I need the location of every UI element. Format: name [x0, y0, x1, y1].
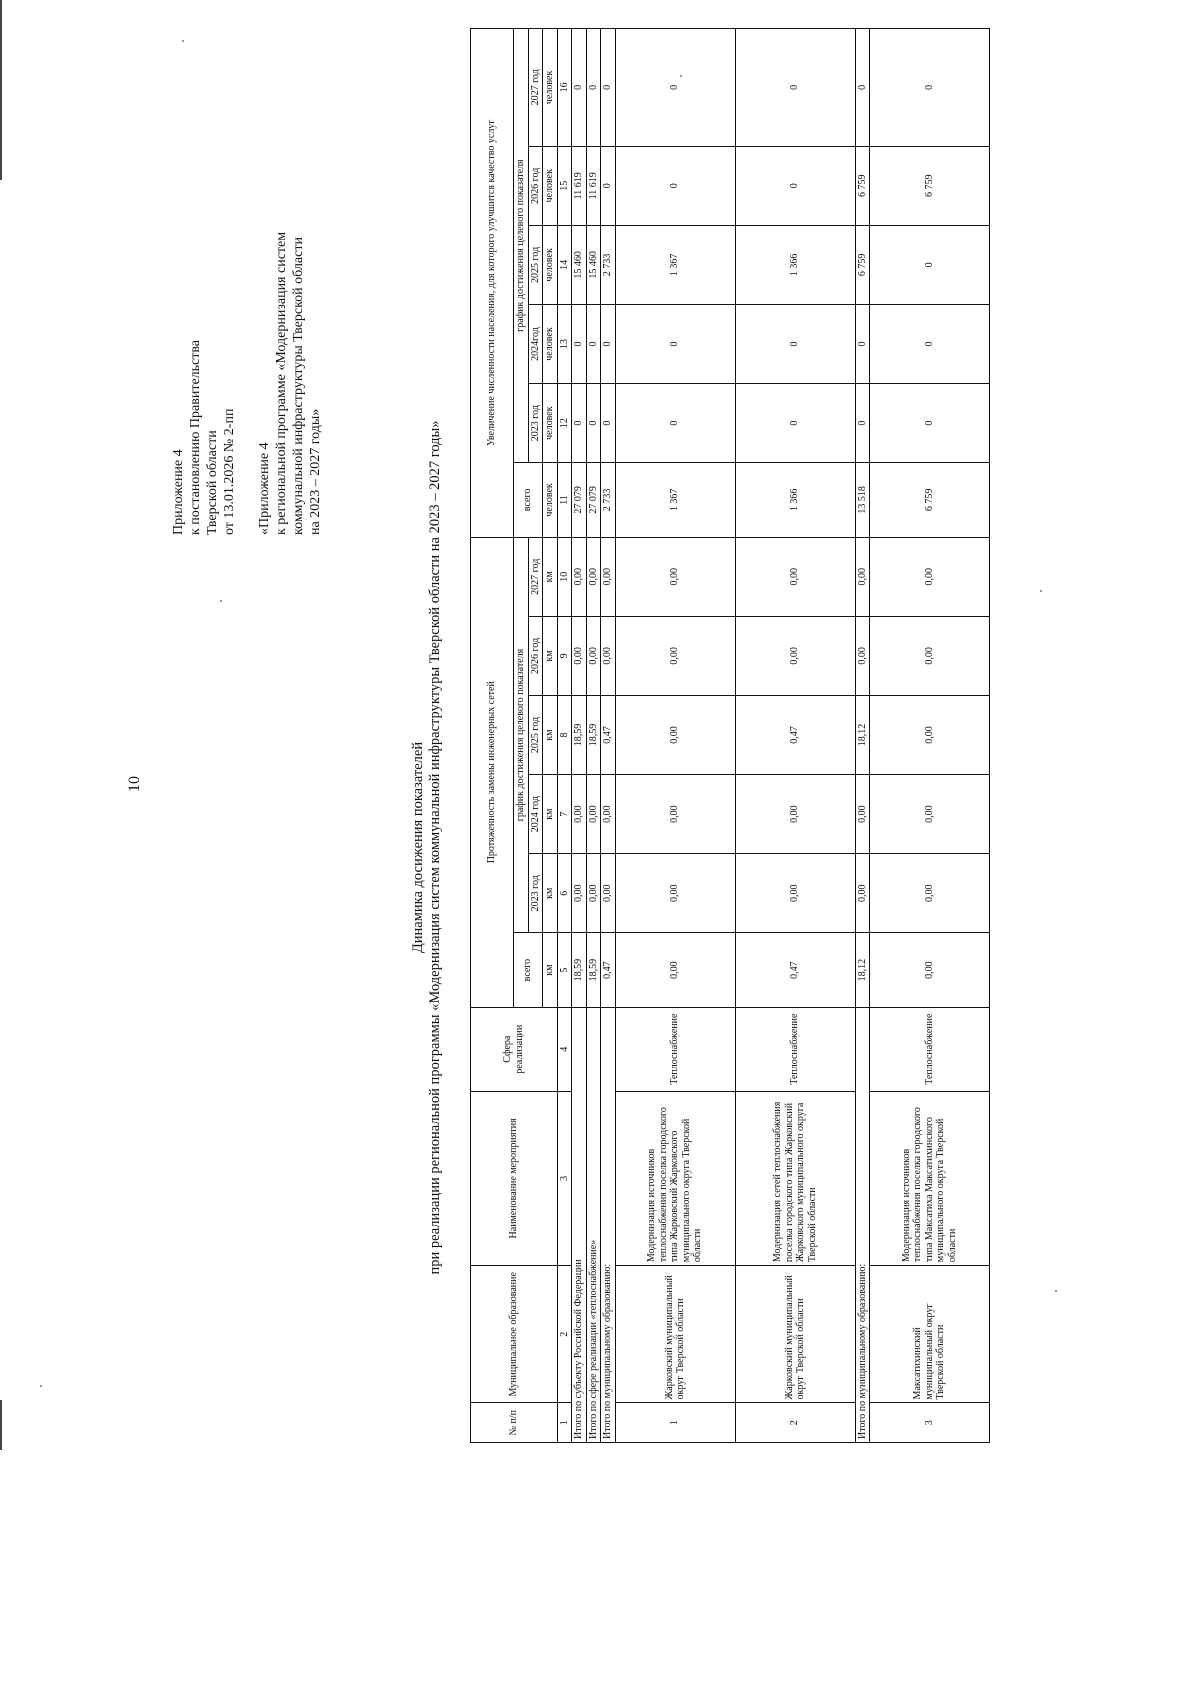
appendix-line: Приложение 4: [171, 449, 186, 535]
value-cell: 0,00: [870, 854, 990, 933]
value-cell: 0,00: [870, 537, 990, 616]
row-number: 1: [615, 1403, 735, 1443]
column-number: 15: [557, 146, 572, 225]
summary-label: Итого по сфере реализации «теплоснабжение»: [586, 1007, 601, 1442]
value-cell: 0: [615, 384, 735, 463]
value-cell: 0,00: [615, 933, 735, 1007]
summary-label: Итого по муниципальному образованию:: [601, 1007, 616, 1442]
header-measure: Наименование мероприятия: [471, 1091, 558, 1266]
header-year: 2025 год: [528, 225, 543, 304]
value-cell: 0: [572, 29, 587, 147]
value-cell: 0,00: [855, 537, 870, 616]
value-cell: 18,59: [572, 695, 587, 774]
value-cell: 0: [572, 384, 587, 463]
value-cell: 2 733: [601, 225, 616, 304]
value-cell: 1 367: [615, 225, 735, 304]
column-number: 6: [557, 854, 572, 933]
column-number: 9: [557, 616, 572, 695]
value-cell: 1 366: [735, 225, 855, 304]
appendix-line: коммунальной инфраструктуры Тверской области: [291, 237, 306, 535]
value-cell: 0,00: [615, 537, 735, 616]
value-cell: 0,47: [601, 695, 616, 774]
value-cell: 0,00: [870, 616, 990, 695]
header-unit: человек: [543, 463, 558, 537]
title-line-1: Динамика досижения показателей: [410, 741, 426, 954]
document-title: [410, 0, 444, 1695]
value-cell: 0: [601, 146, 616, 225]
header-year: 2026 год: [528, 616, 543, 695]
value-cell: 0,00: [601, 854, 616, 933]
column-number: 13: [557, 304, 572, 383]
value-cell: 6 759: [855, 146, 870, 225]
header-year: 2027 год: [528, 537, 543, 616]
column-number: 5: [557, 933, 572, 1007]
value-cell: 0: [586, 304, 601, 383]
value-cell: 0: [735, 29, 855, 147]
value-cell: 0,00: [601, 537, 616, 616]
title-line-2: при реализации региональной программы «Модернизация систем коммунальной инфраструктуры Тверской области на 2023 – 2027 годы»: [427, 420, 443, 1275]
value-cell: 0,00: [735, 775, 855, 854]
value-cell: 11 619: [572, 146, 587, 225]
row-number: 2: [735, 1403, 855, 1443]
value-cell: 0,00: [586, 537, 601, 616]
header-year: 2023 год: [528, 384, 543, 463]
value-cell: 2 733: [601, 463, 616, 537]
summary-label: Итого по субъекту Российской Федерации: [572, 1007, 587, 1442]
header-unit: человек: [543, 304, 558, 383]
header-unit: человек: [543, 146, 558, 225]
summary-row: [601, 29, 616, 1443]
value-cell: 0,00: [735, 537, 855, 616]
value-cell: 11 619: [586, 146, 601, 225]
value-cell: 0,00: [870, 695, 990, 774]
value-cell: 0,47: [601, 933, 616, 1007]
value-cell: 0,00: [615, 854, 735, 933]
header-sphere: Сфера реализации: [471, 1007, 558, 1091]
value-cell: 0: [615, 304, 735, 383]
value-cell: 0: [735, 304, 855, 383]
value-cell: 0: [586, 29, 601, 147]
measure-cell: Модернизация сетей теплоснабжения поселка городского типа Жарковский Жарковского муниципального округа Тверской области: [735, 1091, 855, 1266]
value-cell: 15 460: [572, 225, 587, 304]
value-cell: 0,00: [855, 775, 870, 854]
value-cell: 0: [855, 384, 870, 463]
value-cell: 0: [735, 146, 855, 225]
municipality-cell: Максатихинский муниципальный округ Тверской области: [870, 1266, 990, 1403]
value-cell: 0,00: [601, 616, 616, 695]
indicators-table: [470, 28, 990, 1443]
sphere-cell: Теплоснабжение: [870, 1007, 990, 1091]
value-cell: 13 518: [855, 463, 870, 537]
summary-label: Итого по муниципальному образованию:: [855, 1007, 870, 1442]
row-number: 3: [870, 1403, 990, 1443]
value-cell: 0: [735, 384, 855, 463]
value-cell: 0: [870, 384, 990, 463]
header-unit: км: [543, 854, 558, 933]
column-number: 16: [557, 29, 572, 147]
header-total: всего: [514, 463, 543, 537]
header-year: 2025 год: [528, 695, 543, 774]
header-length-group: Протяженность замены инженерных сетей: [471, 537, 514, 1007]
value-cell: 0,00: [615, 695, 735, 774]
header-year: 2024год: [528, 304, 543, 383]
value-cell: 6 759: [870, 146, 990, 225]
appendix-line: Тверской области: [205, 430, 220, 535]
column-number: 11: [557, 463, 572, 537]
value-cell: 0,00: [586, 854, 601, 933]
value-cell: 6 759: [855, 225, 870, 304]
table-row: [735, 29, 855, 1443]
header-schedule: график достижения целевого показателя: [514, 29, 529, 463]
header-unit: км: [543, 616, 558, 695]
header-year: 2024 год: [528, 775, 543, 854]
value-cell: 0: [870, 225, 990, 304]
header-unit: км: [543, 695, 558, 774]
value-cell: 0: [855, 29, 870, 147]
value-cell: 1 367: [615, 463, 735, 537]
column-number: 4: [557, 1007, 572, 1091]
header-schedule: график достижения целевого показателя: [514, 537, 529, 933]
municipality-cell: Жарковский муниципальный округ Тверской области: [735, 1266, 855, 1403]
appendix-line: на 2023 – 2027 годы»: [308, 408, 323, 535]
value-cell: 0,00: [870, 933, 990, 1007]
appendix-line: «Приложение 4: [257, 442, 272, 535]
column-number: 8: [557, 695, 572, 774]
header-year: 2026 год: [528, 146, 543, 225]
value-cell: 0: [870, 304, 990, 383]
header-unit: человек: [543, 225, 558, 304]
value-cell: 27 079: [572, 463, 587, 537]
column-number: 7: [557, 775, 572, 854]
summary-row: [855, 29, 870, 1443]
header-unit: км: [543, 933, 558, 1007]
value-cell: 18,59: [572, 933, 587, 1007]
header-municipality: Муниципальное образование: [471, 1266, 558, 1403]
table-body: [557, 29, 990, 1443]
header-unit: человек: [543, 29, 558, 147]
value-cell: 0,00: [855, 616, 870, 695]
measure-cell: Модернизация источников теплоснабжения поселка городского типа Максатиха Максатихинского муниципального округа Тверской области: [870, 1091, 990, 1266]
value-cell: 0,00: [855, 854, 870, 933]
header-year: 2023 год: [528, 854, 543, 933]
measure-cell: Модернизация источников теплоснабжения поселка городского типа Жарковский Жарковского муниципального округа Тверской области: [615, 1091, 735, 1266]
value-cell: 0,00: [572, 537, 587, 616]
value-cell: 18,59: [586, 933, 601, 1007]
value-cell: 0,00: [586, 616, 601, 695]
page-number: 10: [126, 776, 143, 792]
value-cell: 0,00: [870, 775, 990, 854]
sphere-cell: Теплоснабжение: [615, 1007, 735, 1091]
summary-row: [572, 29, 587, 1443]
header-unit: км: [543, 537, 558, 616]
value-cell: 0,00: [615, 616, 735, 695]
column-number: 12: [557, 384, 572, 463]
column-number: 1: [557, 1403, 572, 1443]
header-unit: км: [543, 775, 558, 854]
header-year: 2027 год: [528, 29, 543, 147]
value-cell: 27 079: [586, 463, 601, 537]
column-number-row: [557, 29, 572, 1443]
column-number: 2: [557, 1266, 572, 1403]
value-cell: 1 366: [735, 463, 855, 537]
table-row: [870, 29, 990, 1443]
header-total: всего: [514, 933, 543, 1007]
value-cell: 0: [601, 304, 616, 383]
appendix-line: к региональной программе «Модернизация систем: [274, 231, 289, 535]
column-number: 3: [557, 1091, 572, 1266]
value-cell: 0,47: [735, 695, 855, 774]
value-cell: 0,00: [601, 775, 616, 854]
value-cell: 18,12: [855, 695, 870, 774]
value-cell: 6 759: [870, 463, 990, 537]
value-cell: 0: [855, 304, 870, 383]
municipality-cell: Жарковский муниципальный округ Тверской области: [615, 1266, 735, 1403]
value-cell: 0: [615, 146, 735, 225]
value-cell: 18,59: [586, 695, 601, 774]
sphere-cell: Теплоснабжение: [735, 1007, 855, 1091]
value-cell: 18,12: [855, 933, 870, 1007]
value-cell: 0: [615, 29, 735, 147]
column-number: 10: [557, 537, 572, 616]
value-cell: 0,47: [735, 933, 855, 1007]
value-cell: 0: [870, 29, 990, 147]
appendix-line: от 13.01.2026 № 2-пп: [222, 408, 237, 535]
summary-row: [586, 29, 601, 1443]
value-cell: 0,00: [572, 775, 587, 854]
value-cell: 0,00: [586, 775, 601, 854]
table-row: [615, 29, 735, 1443]
column-number: 14: [557, 225, 572, 304]
value-cell: 0,00: [615, 775, 735, 854]
value-cell: 0,00: [735, 616, 855, 695]
header-unit: человек: [543, 384, 558, 463]
value-cell: 0: [601, 29, 616, 147]
header-num: № п/п: [471, 1403, 558, 1443]
appendix-line: к постановлению Правительства: [188, 339, 203, 535]
value-cell: 0,00: [572, 854, 587, 933]
value-cell: 0,00: [735, 854, 855, 933]
value-cell: 0,00: [572, 616, 587, 695]
value-cell: 0: [601, 384, 616, 463]
value-cell: 15 460: [586, 225, 601, 304]
value-cell: 0: [586, 384, 601, 463]
header-pop-group: Увеличение численности населения, для которого улучшится качество услуг: [471, 29, 514, 538]
appendix-block: [170, 155, 324, 535]
value-cell: 0: [572, 304, 587, 383]
